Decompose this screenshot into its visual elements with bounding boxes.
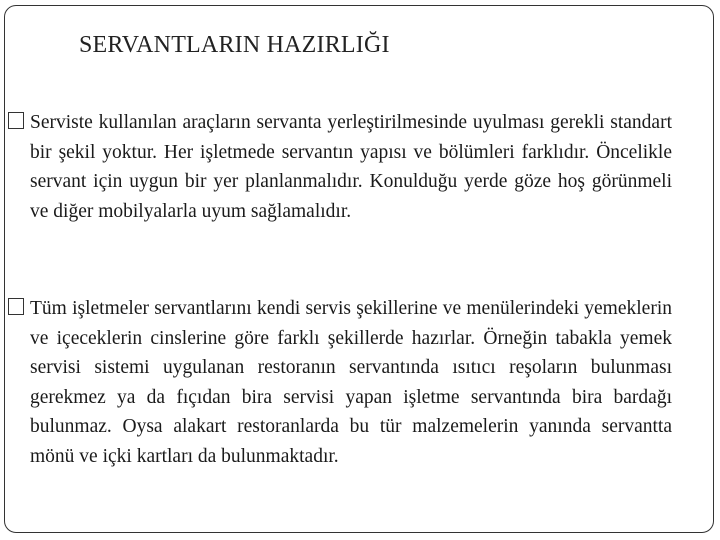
bullet-item bbox=[8, 294, 672, 471]
bullet-text: Serviste kullanılan araçların servanta yerleştirilmesinde uyulması gerekli standart bir şekil yoktur. Her işletmede servantın yapısı ve bölümleri farklıdır. Öncelikle servant için uygun bir yer planlanmalıdır. Konulduğu yerde göze hoş görünmeli ve diğer mobilyalarla uyum sağlamalıdır. bbox=[30, 112, 672, 222]
slide-title: SERVANTLARIN HAZIRLIĞI bbox=[79, 32, 390, 58]
bullet-item bbox=[8, 108, 672, 226]
square-bullet-icon bbox=[8, 298, 24, 315]
bullet-text: Tüm işletmeler servantlarını kendi servis şekillerine ve menülerindeki yemeklerin ve içeceklerin cinslerine göre farklı şekillerde hazırlar. Örneğin tabakla yemek servisi sistemi uygulanan restoranın servantında ısıtıcı reşoların bulunması gerekmez ya da fıçıdan bira servisi yapan işletme servantında bira bardağı bulunmaz. Oysa alakart restoranlarda bu tür malzemelerin yanında servantta mönü ve içki kartları da bulunmaktadır. bbox=[30, 298, 672, 467]
square-bullet-icon bbox=[8, 112, 24, 129]
